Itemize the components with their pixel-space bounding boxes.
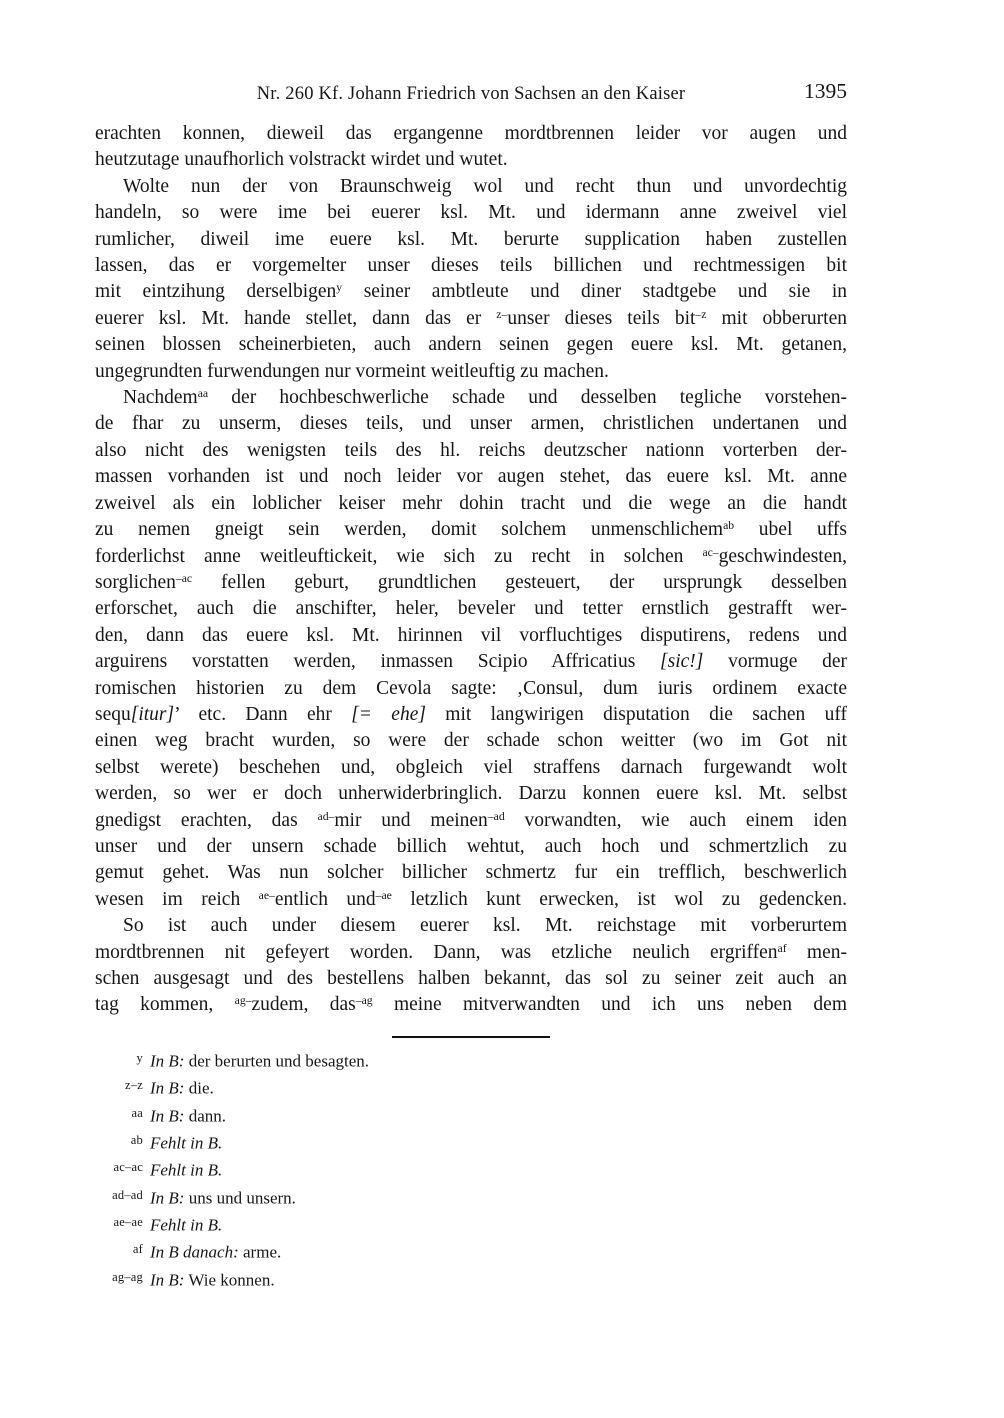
text-line: schen ausgesagt und des bestellens halben bekannt, das sol zu seiner zeit auch an [95,968,847,989]
text-line: rumlicher, diweil ime euere ksl. Mt. berurte supplication haben zustellen [95,228,847,250]
footnote-text [150,1133,222,1152]
text-line: zweivel als ein loblicher keiser mehr dohin tracht und die wege an die handt [95,492,847,514]
footnote-marker-ref: –z [695,308,707,321]
footnote-marker-ref: aa [197,387,209,401]
italic-segment: Fehlt in B. [150,1215,223,1235]
italic-segment: [itur] [130,703,175,725]
footnote-marker: y [136,1050,143,1065]
italic-segment: In B: [150,1051,185,1071]
text-line: Wolte nun der von Braunschweig wol und recht thun und unvordechtig [123,175,847,197]
text-line: gnedigst erachten, das $^{ad-}$mir und meinen$^{-ad}$ vorwandten, wie auch einem iden [95,809,847,831]
footnote-item [95,1265,847,1292]
running-head: Nr. 260 Kf. Johann Friedrich von Sachsen an den Kaiser [256,84,686,104]
text-line: mordtbrennen nit gefeyert worden. Dann, was etzliche neulich ergriffen$^{af}$ men- [95,941,847,963]
text-line: de fhar zu unserm, dieses teils, und unser armen, christlichen undertanen und [95,413,847,435]
italic-segment: Fehlt in B. [150,1133,223,1153]
text-line: zu nemen gneigt sein werden, domit solchem unmenschlichem$^{ab}$ ubel uffs [95,519,848,541]
text-line: Nachdem$^{aa}$ der hochbeschwerliche schade und desselben tegliche vorstehen- [123,387,847,409]
footnote-marker-ref: –ae [375,888,392,902]
footnote-marker-ref: ae– [258,888,275,902]
footnote-item [95,1237,847,1264]
footnote-marker: ab [130,1132,143,1147]
text-line: wesen im reich $^{ae-}$entlich und$^{-ae}$ letzlich kunt erwecken, ist wol zu gedencken. [95,888,847,910]
italic-segment: In B: [150,1105,185,1125]
footnote-text [150,1161,222,1180]
footnote-marker-ref: ac– [702,545,719,559]
footnote-item [95,1101,847,1128]
text-line: einen weg bracht wurden, so were der schade schon weitter (wo im Got nit [95,730,847,752]
footnote-item [95,1210,847,1237]
text-line: unser und der unsern schade billich wehtut, auch hoch und schmertzlich zu [95,835,847,857]
text-line: werden, so wer er doch unherwiderbringlich. Darzu konnen euere ksl. Mt. selbst [95,783,847,805]
page-number: 1395 [804,79,847,103]
footnote-item [95,1128,847,1155]
body-text [95,121,847,1019]
text-line: lassen, das er vorgemelter unser dieses teils billichen und rechtmessigen bit [95,255,847,277]
italic-segment: [= ehe] [351,703,426,725]
footnote-marker-ref: –ad [487,809,505,823]
footnote-item [95,1046,847,1073]
text-line: sorglichen$^{-ac}$ fellen geburt, grundtlichen gesteuert, der ursprungk desselben [95,571,847,593]
footnote-marker: af [132,1242,143,1257]
text-line: sequ[itur]’ etc. Dann ehr [= ehe] mit langwirigen disputation die sachen uff [95,703,847,725]
text-line: massen vorhanden ist und noch leider vor augen stehet, das euere ksl. Mt. anne [95,466,847,488]
text-line: also nicht des wenigsten teils des hl. reichs deutzscher nationn vorterben der- [95,439,847,461]
text-line: handeln, so were ime bei euerer ksl. Mt. und idermann anne zweivel viel [95,202,847,224]
page-header [95,79,847,106]
text-line: den, dann das euere ksl. Mt. hirinnen vil vorfluchtiges disputirens, redens und [95,624,847,646]
italic-segment: Fehlt in B. [150,1160,223,1180]
footnotes-list [95,1046,847,1292]
footnote-text: In B: Wie konnen. [150,1270,275,1290]
footnote-marker-ref: ag– [234,994,252,1008]
footnote-text [150,1215,222,1234]
footnote-marker-ref: –ag [355,994,373,1008]
footnote-separator-rule [392,1036,550,1038]
footnote-text: In B: dann. [150,1105,227,1125]
footnote-text: In B: der berurten und besagten. [150,1051,370,1071]
footnote-marker-ref: –ac [175,572,193,586]
footnote-marker-ref: z– [496,308,508,321]
text-line: heutzutage unaufhorlich volstrackt wirdet und wutet. [95,149,508,171]
italic-segment: In B danach: [150,1242,239,1262]
text-line: ungegrundten furwendungen nur vormeint weitleuftig zu machen. [95,360,609,382]
text-line: forderlichst anne weitleuftickeit, wie sich zu recht in solchen $^{ac-}$geschwindesten, [95,545,847,567]
text-line: romischen historien zu dem Cevola sagte: ‚Consul, dum iuris ordinem exacte [95,677,847,699]
footnote-marker: z–z [125,1078,143,1093]
text-line: tag kommen, $^{ag-}$zudem, das$^{-ag}$ meine mitverwandten und ich uns neben dem [95,994,847,1016]
text-block [95,79,848,1292]
text-line: euerer ksl. Mt. hande stellet, dann das er $^{z-}$unser dieses teils bit$^{-z}$ mit obberurten [95,307,847,329]
footnote-marker: ag–ag [112,1269,143,1284]
footnote-item [95,1155,847,1182]
text-line: mit eintzihung derselbigen$^y$ seiner ambtleute und diner stadtgebe und sie in [95,281,847,303]
footnote-text: In B danach: arme. [150,1242,282,1262]
footnote-item [95,1073,847,1100]
footnote-marker-ref: ab [723,519,735,533]
text-line: selbst werete) beschehen und, obgleich viel straffens darnach furgewandt wolt [95,756,847,778]
footnote-marker: ae–ae [113,1215,143,1230]
footnote-marker: ad–ad [112,1187,143,1202]
text-line: gemut gehet. Was nun solcher billicher schmertz fur ein trefflich, beschwerlich [95,862,847,884]
italic-segment: In B: [150,1188,185,1208]
footnote-marker-ref: y [336,281,343,295]
footnote-item [95,1183,847,1210]
footnote-marker: ac–ac [113,1160,143,1175]
text-line: arguirens vorstatten werden, inmassen Scipio Affricatius [sic!] vormuge der [95,651,847,673]
text-line: seinen blossen scheinerbieten, auch andern seinen gegen euere ksl. Mt. getanen, [95,334,847,356]
italic-segment: In B: [150,1078,185,1098]
footnote-marker-ref: ad– [317,809,335,823]
italic-segment: [sic!] [660,651,704,673]
text-line: erachten konnen, dieweil das ergangenne mordtbrennen leider vor augen und [95,123,847,144]
footnote-marker-ref: af [777,941,787,955]
text-line: So ist auch under diesem euerer ksl. Mt. reichstage mit vorberurtem [123,915,847,937]
footnote-text: In B: uns und unsern. [150,1188,296,1208]
text-line: erforschet, auch die anschifter, heler, beveler und tetter ernstlich gestrafft wer- [95,598,847,620]
footnote-text: In B: die. [150,1078,214,1098]
italic-segment: In B: [150,1270,185,1290]
footnote-marker: aa [131,1105,143,1120]
